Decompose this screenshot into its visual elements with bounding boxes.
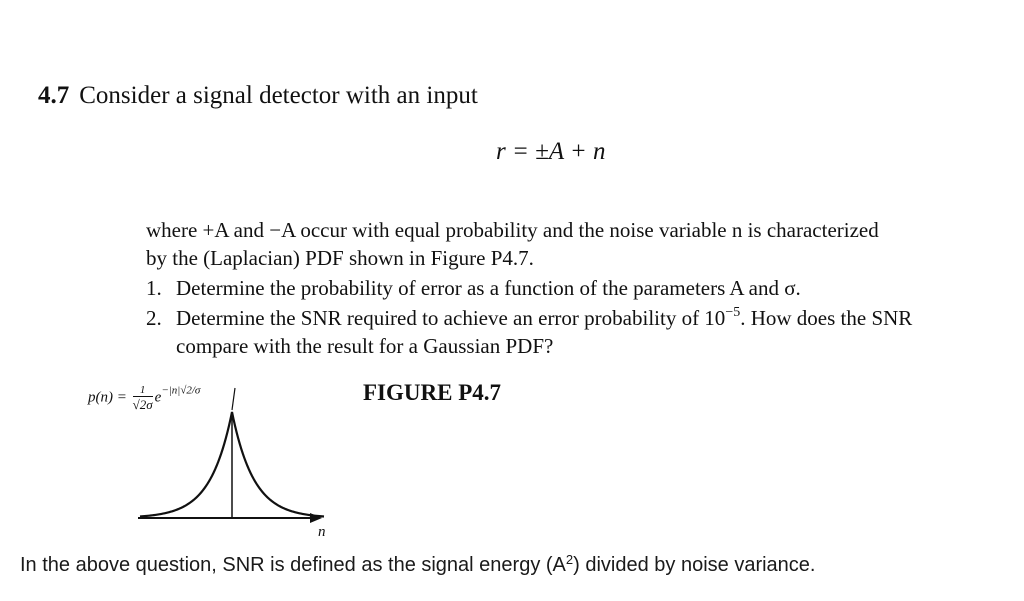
problem-intro: Consider a signal detector with an input xyxy=(79,82,478,109)
problem-number: 4.7 xyxy=(38,82,70,109)
footnote-superscript: 2 xyxy=(565,552,574,567)
footnote-text-a: In the above question, SNR is defined as the signal energy (A xyxy=(20,554,566,576)
x-axis-label: n xyxy=(318,524,326,540)
formula-pointer xyxy=(232,388,235,410)
list-item-number: 2. xyxy=(146,306,162,330)
list-item-text-a: Determine the SNR required to achieve an error probability of 10 xyxy=(176,306,726,330)
pdf-exponent: −|n|√2/σ xyxy=(161,384,201,397)
body-line-1: where +A and −A occur with equal probability and the noise variable n is characterized xyxy=(146,218,879,242)
pdf-lhs: p(n) = xyxy=(88,389,127,406)
exponent: −5 xyxy=(725,305,741,320)
footnote xyxy=(20,552,815,577)
list-item-text-b: . How does the SNR xyxy=(740,306,913,330)
body-line-2: by the (Laplacian) PDF shown in Figure P4.7. xyxy=(146,246,534,270)
list-item-number: 1. xyxy=(146,276,162,300)
footnote-text-b: ) divided by noise variance. xyxy=(573,554,816,576)
pdf-fraction-denominator: √2σ xyxy=(132,397,153,412)
pdf-base: e xyxy=(154,389,162,406)
signal-equation: r = ±A + n xyxy=(496,138,606,165)
list-item-2-continuation: compare with the result for a Gaussian PDF? xyxy=(176,334,554,358)
pdf-fraction-numerator: 1 xyxy=(133,384,153,397)
list-item-text: Determine the probability of error as a function of the parameters A and σ. xyxy=(176,276,801,300)
figure-label: FIGURE P4.7 xyxy=(363,380,501,405)
